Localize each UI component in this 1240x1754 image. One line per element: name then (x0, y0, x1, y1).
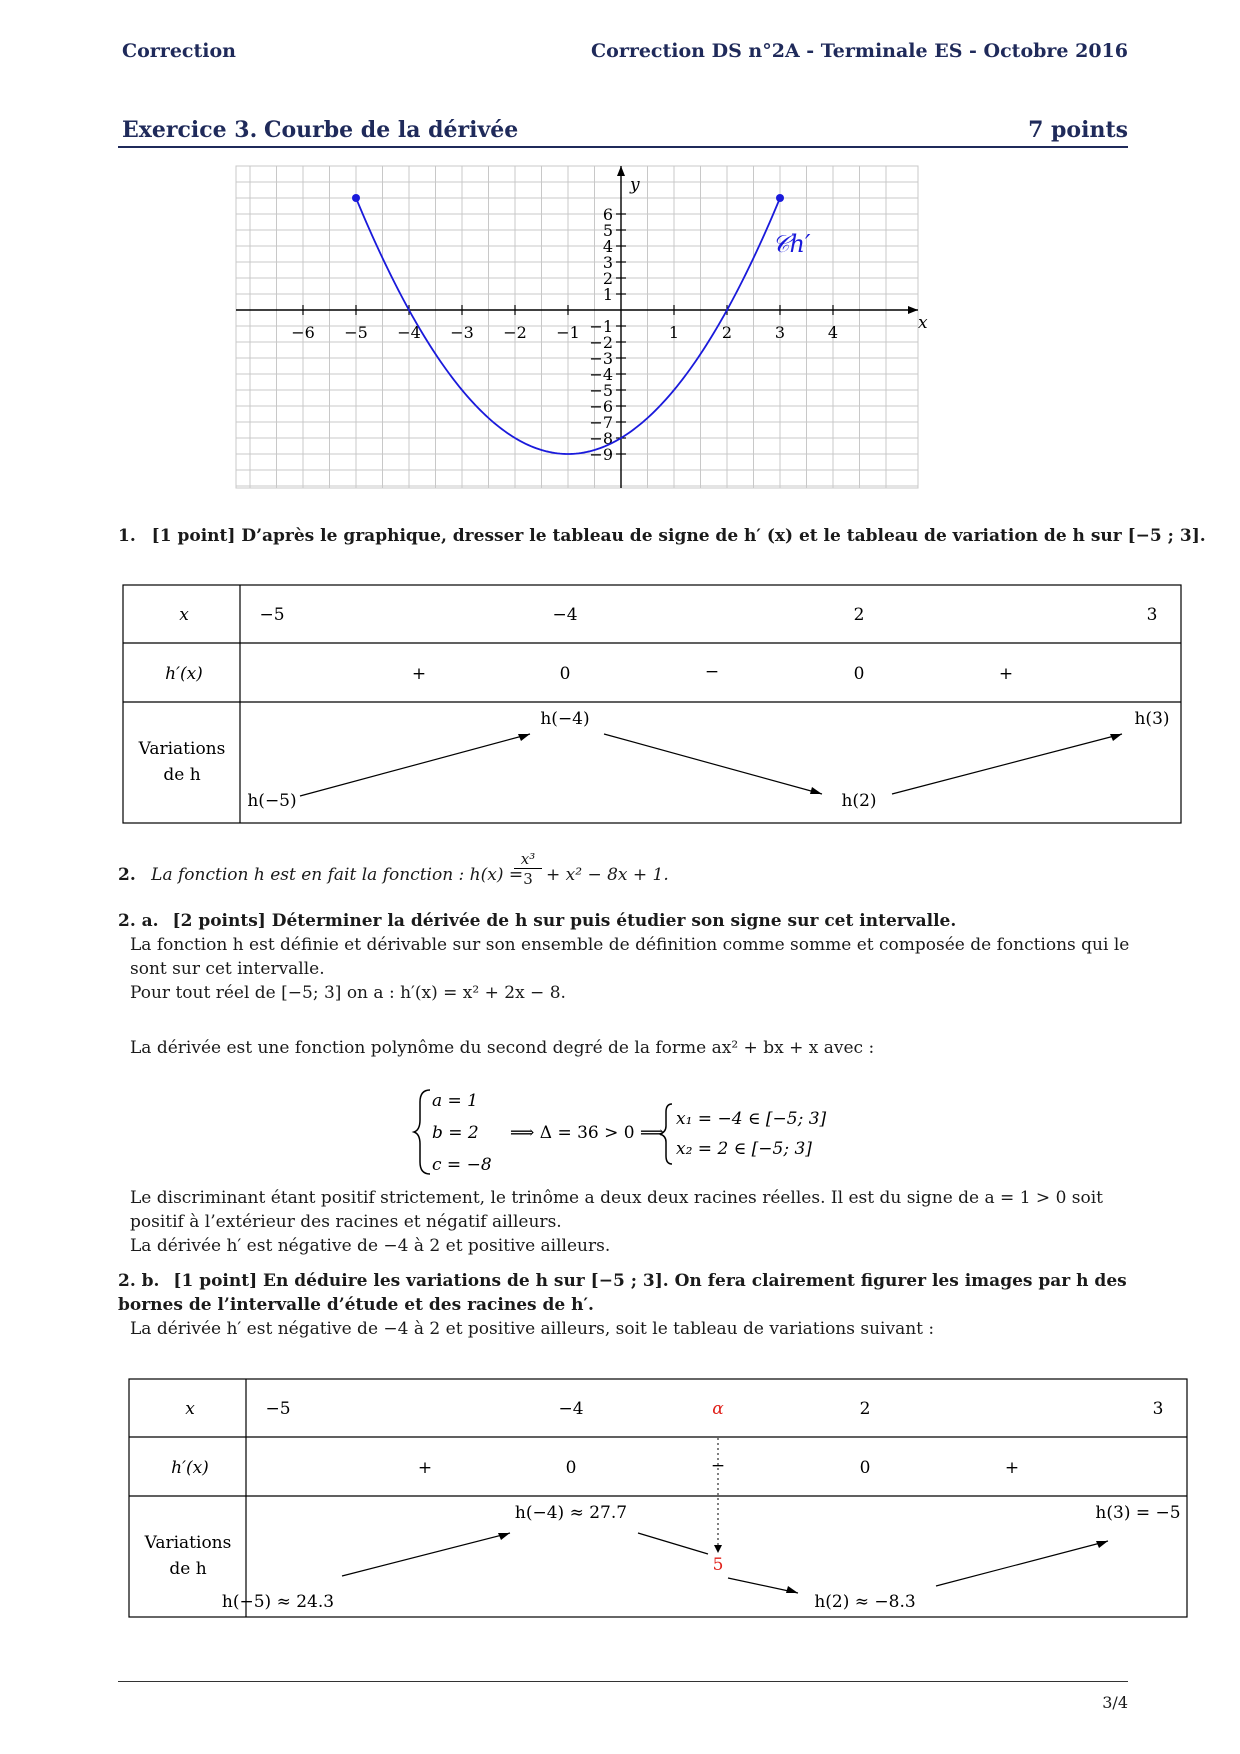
q2b-number: 2. b. (118, 1271, 160, 1291)
t1-x-1: −4 (552, 605, 578, 625)
t1-var-0: h(−5) (247, 791, 297, 811)
sign-variation-table-1 (122, 584, 1192, 826)
sys-b: b = 2 (432, 1123, 479, 1143)
y-tick-label: −4 (589, 365, 613, 384)
y-tick-label: −5 (589, 381, 613, 400)
t1-var-1: h(−4) (540, 709, 590, 729)
t2-var-3: h(2) ≈ −8.3 (814, 1592, 916, 1612)
x-tick-label: 1 (668, 323, 680, 342)
q2b-text: [1 point] En déduire les variations de h sur [−5 ; 3]. On fera clairement figurer les images par h des bornes de l’intervalle d’étude et des racines de h′. (118, 1271, 1127, 1315)
q2b-p1: La dérivée h′ est négative de −4 à 2 et positive ailleurs, soit le tableau de variations suivant : (130, 1319, 935, 1339)
y-tick-label: −6 (589, 397, 613, 416)
t2-sign-2: − (710, 1456, 726, 1476)
y-tick-label: −2 (589, 333, 613, 352)
y-tick-label: −9 (589, 445, 613, 464)
x-tick-label: 4 (827, 323, 839, 342)
t2-var-label-1: Variations (144, 1533, 232, 1553)
x-tick-label: 2 (721, 323, 733, 342)
exercise-title: Courbe de la dérivée (264, 117, 519, 143)
t2-var-label-2: de h (169, 1559, 207, 1579)
q2a-p2: Pour tout réel de [−5; 3] on a : h′(x) = x² + 2x − 8. (130, 983, 566, 1003)
t1-var-label-2: de h (163, 765, 201, 785)
curve-endpoint-left (352, 194, 360, 202)
t1-deriv-label: h′(x) (165, 664, 203, 684)
x-tick-label: −3 (450, 323, 474, 342)
exercise-number: Exercice 3. (122, 117, 258, 143)
t2-var-1: h(−4) ≈ 27.7 (514, 1503, 628, 1523)
t2-sign-3: 0 (859, 1458, 871, 1478)
y-tick-label: −7 (589, 413, 613, 432)
x-tick-label: 3 (774, 323, 786, 342)
t2-sign-0: + (417, 1458, 433, 1478)
x-tick-label: −4 (397, 323, 421, 342)
derivative-graph (220, 160, 940, 500)
t1-sign-1: 0 (559, 664, 571, 684)
exercise-points: 7 points (1028, 117, 1128, 143)
sign-variation-table-2 (128, 1378, 1200, 1624)
y-tick-label: −8 (589, 429, 613, 448)
y-tick-label: −1 (589, 317, 613, 336)
y-tick-label: 5 (602, 221, 613, 240)
t1-x-0: −5 (259, 605, 285, 625)
q2-frac-num: x³ (520, 850, 536, 868)
equation-system (410, 1084, 860, 1180)
t2-var-4: h(3) = −5 (1095, 1503, 1181, 1523)
t2-x-label: x (185, 1399, 195, 1419)
q2a-number: 2. a. (118, 911, 159, 931)
x-tick-label: −6 (291, 323, 315, 342)
sys-root-2: x₂ = 2 ∈ [−5; 3] (676, 1139, 812, 1159)
t2-var-0: h(−5) ≈ 24.3 (221, 1592, 335, 1612)
t1-var-label-1: Variations (138, 739, 226, 759)
t2-x-1: −4 (558, 1399, 584, 1419)
t1-x-3: 3 (1146, 605, 1158, 625)
q2-text-after: + x² − 8x + 1. (546, 865, 669, 885)
x-tick-label: −5 (344, 323, 368, 342)
t1-sign-0: + (411, 664, 427, 684)
q2a-text: [2 points] Déterminer la dérivée de h sur puis étudier son signe sur cet intervalle. (172, 911, 957, 931)
t2-sign-4: + (1004, 1458, 1020, 1478)
header-left: Correction (122, 40, 236, 62)
t1-x-label: x (179, 605, 189, 625)
t1-sign-3: 0 (853, 664, 865, 684)
exercise-rule (118, 146, 1128, 148)
t2-x-alpha: α (712, 1399, 724, 1419)
y-axis-arrow (617, 166, 625, 176)
t1-x-2: 2 (853, 605, 865, 625)
q2a-p5: La dérivée h′ est négative de −4 à 2 et positive ailleurs. (130, 1236, 611, 1256)
q2a-p1: La fonction h est définie et dérivable sur son ensemble de définition comme somme et composée de fonctions qui le sont sur cet intervalle. (130, 935, 1130, 979)
t2-x-0: −5 (265, 1399, 291, 1419)
t2-sign-1: 0 (565, 1458, 577, 1478)
t2-x-3: 2 (859, 1399, 871, 1419)
q1-text: [1 point] D’après le graphique, dresser le tableau de signe de h′ (x) et le tableau de variation de h sur [−5 ; 3]. (151, 526, 1206, 546)
q2-number: 2. (118, 865, 136, 885)
q2a-p4: Le discriminant étant positif strictement, le trinôme a deux deux racines réelles. Il est du signe de a = 1 > 0 soit positif à l’extérieur des racines et négatif ailleurs. (130, 1188, 1104, 1232)
y-tick-label: 4 (602, 237, 613, 256)
y-axis-label: y (630, 175, 640, 195)
q2-text: La fonction h est en fait la fonction : h(x) = (151, 865, 524, 885)
footer-rule (118, 1681, 1128, 1682)
t2-x-4: 3 (1152, 1399, 1164, 1419)
page-number: 3/4 (1102, 1693, 1128, 1712)
t1-sign-4: + (998, 664, 1014, 684)
q2a-p3: La dérivée est une fonction polynôme du second degré de la forme ax² + bx + x avec : (130, 1038, 875, 1058)
y-tick-label: 2 (602, 269, 613, 288)
y-tick-label: 6 (602, 205, 613, 224)
t1-var-3: h(3) (1134, 709, 1170, 729)
t1-var-2: h(2) (841, 791, 877, 811)
t2-var-alpha-image: 5 (712, 1555, 724, 1575)
x-axis-arrow (908, 306, 918, 314)
x-axis-label: x (918, 313, 928, 333)
curve-label: 𝒞h′ (772, 230, 811, 258)
t2-deriv-label: h′(x) (171, 1458, 209, 1478)
y-tick-label: −3 (589, 349, 613, 368)
sys-a: a = 1 (432, 1091, 479, 1111)
q2-frac-den: 3 (514, 868, 542, 889)
q1-number: 1. (118, 526, 136, 546)
sys-delta: ⟹ Δ = 36 > 0 ⟹ (510, 1123, 665, 1143)
header-right: Correction DS n°2A - Terminale ES - Octobre 2016 (591, 40, 1128, 62)
sys-root-1: x₁ = −4 ∈ [−5; 3] (676, 1109, 827, 1129)
curve-endpoint-right (776, 194, 784, 202)
x-tick-label: −2 (503, 323, 527, 342)
y-tick-label: 3 (602, 253, 613, 272)
y-tick-label: 1 (602, 285, 613, 304)
t1-sign-2: − (704, 662, 720, 682)
sys-c: c = −8 (432, 1155, 492, 1175)
x-tick-label: −1 (556, 323, 580, 342)
